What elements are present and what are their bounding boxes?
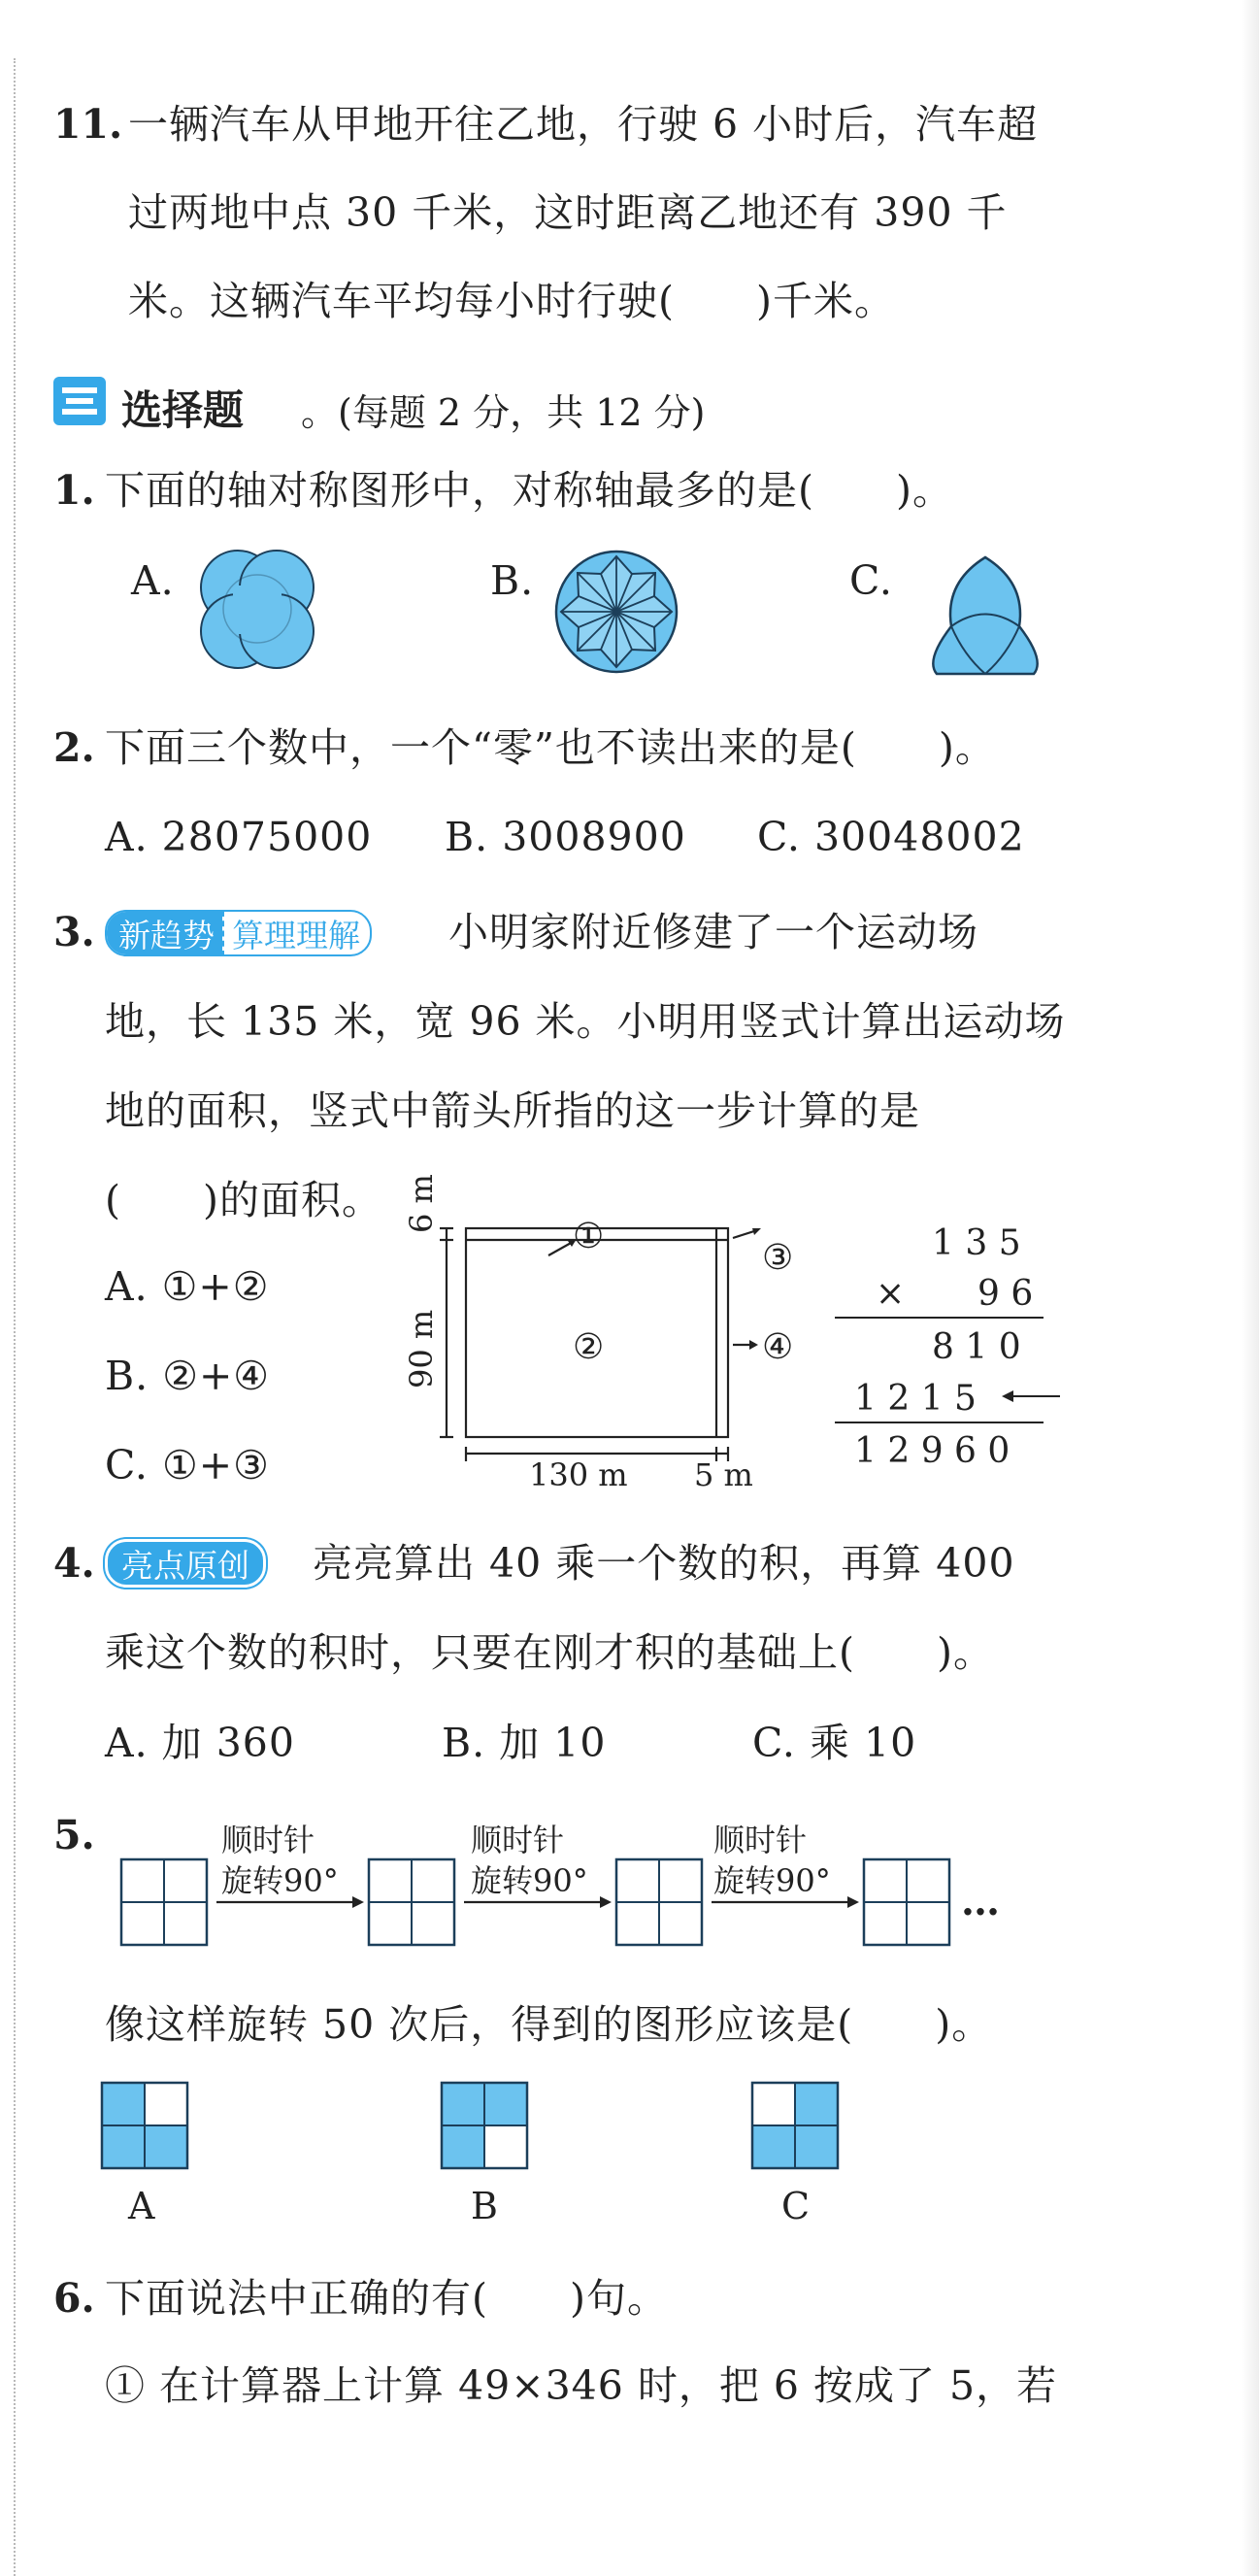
q3-region-label-4: ④ bbox=[762, 1327, 794, 1367]
q3-calc-lines bbox=[835, 1316, 1068, 1432]
q3-calc-row-5: 1 2 9 6 0 bbox=[854, 1431, 1011, 1471]
q3-tag-main: 新趋势 bbox=[107, 912, 222, 954]
section-note: 。(每题 2 分，共 12 分) bbox=[301, 391, 706, 434]
q3-line-1: 小明家附近修建了一个运动场 bbox=[448, 909, 978, 955]
q5-answer-figures bbox=[102, 2083, 976, 2170]
q3-tag-sub: 算理理解 bbox=[222, 911, 370, 956]
q6-item-1: ① 在计算器上计算 49×346 时，把 6 按成了 5，若 bbox=[105, 2362, 1058, 2409]
q3-field-diagram bbox=[403, 1199, 820, 1500]
q1-figure-a-four-circles bbox=[194, 549, 320, 670]
q4-option-c[interactable]: C. 乘 10 bbox=[752, 1720, 917, 1766]
q4-option-a[interactable]: A. 加 360 bbox=[105, 1720, 295, 1766]
q3-region-label-2: ② bbox=[573, 1327, 605, 1367]
q3-calc-row-3: 8 1 0 bbox=[932, 1327, 1021, 1367]
q1-stem: 下面的轴对称图形中，对称轴最多的是( )。 bbox=[105, 467, 953, 514]
q3-option-c[interactable]: C. ①+③ bbox=[105, 1442, 270, 1489]
q1-figure-c-three-arcs bbox=[917, 553, 1053, 680]
q11-line-1: 一辆汽车从甲地开往乙地，行驶 6 小时后，汽车超 bbox=[128, 101, 1039, 148]
q5-arrow1-label-2: 旋转90° bbox=[221, 1862, 339, 1899]
q3-dim-90m: 90 m bbox=[403, 1309, 440, 1388]
q5-arrow1-label-1: 顺时针 bbox=[221, 1822, 315, 1858]
q5-arrow2-label-1: 顺时针 bbox=[471, 1822, 565, 1858]
q3-calc-row-2: 9 6 bbox=[977, 1274, 1034, 1314]
q3-number: 3. bbox=[53, 909, 95, 955]
section-title: 选择题 bbox=[121, 386, 245, 434]
q5-option-c[interactable]: C bbox=[781, 2185, 811, 2227]
q11-line-3: 米。这辆汽车平均每小时行驶( )千米。 bbox=[128, 278, 895, 324]
q3-trend-tag bbox=[105, 910, 372, 956]
q1-figure-b-star-circle bbox=[553, 549, 679, 675]
q5-ellipsis: … bbox=[961, 1879, 1000, 1924]
q3-option-b[interactable]: B. ②+④ bbox=[105, 1353, 271, 1399]
q2-option-a[interactable]: A. 28075000 bbox=[105, 814, 373, 860]
q3-line-4: ( )的面积。 bbox=[105, 1177, 382, 1223]
q1-option-c[interactable]: C. bbox=[849, 557, 893, 604]
q3-dim-130m: 130 m bbox=[529, 1456, 628, 1493]
q5-option-b[interactable]: B bbox=[471, 2185, 498, 2227]
q1-option-b[interactable]: B. bbox=[490, 557, 535, 604]
q11-line-2: 过两地中点 30 千米，这时距离乙地还有 390 千 bbox=[128, 189, 1008, 236]
q4-line-2: 乘这个数的积时，只要在刚才积的基础上( )。 bbox=[105, 1629, 994, 1676]
q3-region-label-3: ③ bbox=[762, 1238, 794, 1278]
q1-number: 1. bbox=[53, 467, 95, 514]
q4-option-b[interactable]: B. 加 10 bbox=[442, 1720, 607, 1766]
q11-number: 11. bbox=[53, 101, 123, 148]
q3-calc-row-1: 1 3 5 bbox=[932, 1223, 1021, 1263]
q3-line-3: 地的面积，竖式中箭头所指的这一步计算的是 bbox=[105, 1087, 920, 1134]
q5-option-a[interactable]: A bbox=[128, 2185, 155, 2227]
page-shadow bbox=[1242, 0, 1259, 2576]
q2-stem: 下面三个数中，一个“零”也不读出来的是( )。 bbox=[105, 724, 996, 771]
q4-original-tag: 亮点原创 bbox=[105, 1539, 266, 1588]
q2-option-b[interactable]: B. 3008900 bbox=[445, 814, 686, 860]
q3-line-2: 地，长 135 米，宽 96 米。小明用竖式计算出运动场 bbox=[105, 998, 1066, 1045]
q6-stem: 下面说法中正确的有( )句。 bbox=[105, 2275, 668, 2322]
q6-number: 6. bbox=[53, 2275, 95, 2322]
q3-dim-5m: 5 m bbox=[694, 1456, 753, 1493]
q1-option-a[interactable]: A. bbox=[131, 557, 175, 604]
q4-line-1: 亮亮算出 40 乘一个数的积，再算 400 bbox=[313, 1540, 1015, 1587]
q2-number: 2. bbox=[53, 724, 95, 771]
q3-calc-row-4: 1 2 1 5 bbox=[854, 1379, 977, 1419]
q5-arrow2-label-2: 旋转90° bbox=[471, 1862, 588, 1899]
q3-dim-6m: 6 m bbox=[403, 1174, 440, 1233]
q3-calc-times: × bbox=[876, 1274, 906, 1314]
section-three-icon bbox=[53, 377, 106, 425]
q4-number: 4. bbox=[53, 1540, 95, 1587]
q3-region-label-1: ① bbox=[573, 1217, 605, 1256]
page-margin-line bbox=[14, 58, 16, 2576]
q3-option-a[interactable]: A. ①+② bbox=[105, 1263, 270, 1310]
q5-arrow3-label-2: 旋转90° bbox=[713, 1862, 831, 1899]
q2-option-c[interactable]: C. 30048002 bbox=[757, 814, 1025, 860]
q5-arrow3-label-1: 顺时针 bbox=[713, 1822, 808, 1858]
q5-number: 5. bbox=[53, 1812, 95, 1858]
q5-stem: 像这样旋转 50 次后，得到的图形应该是( )。 bbox=[105, 2001, 993, 2048]
